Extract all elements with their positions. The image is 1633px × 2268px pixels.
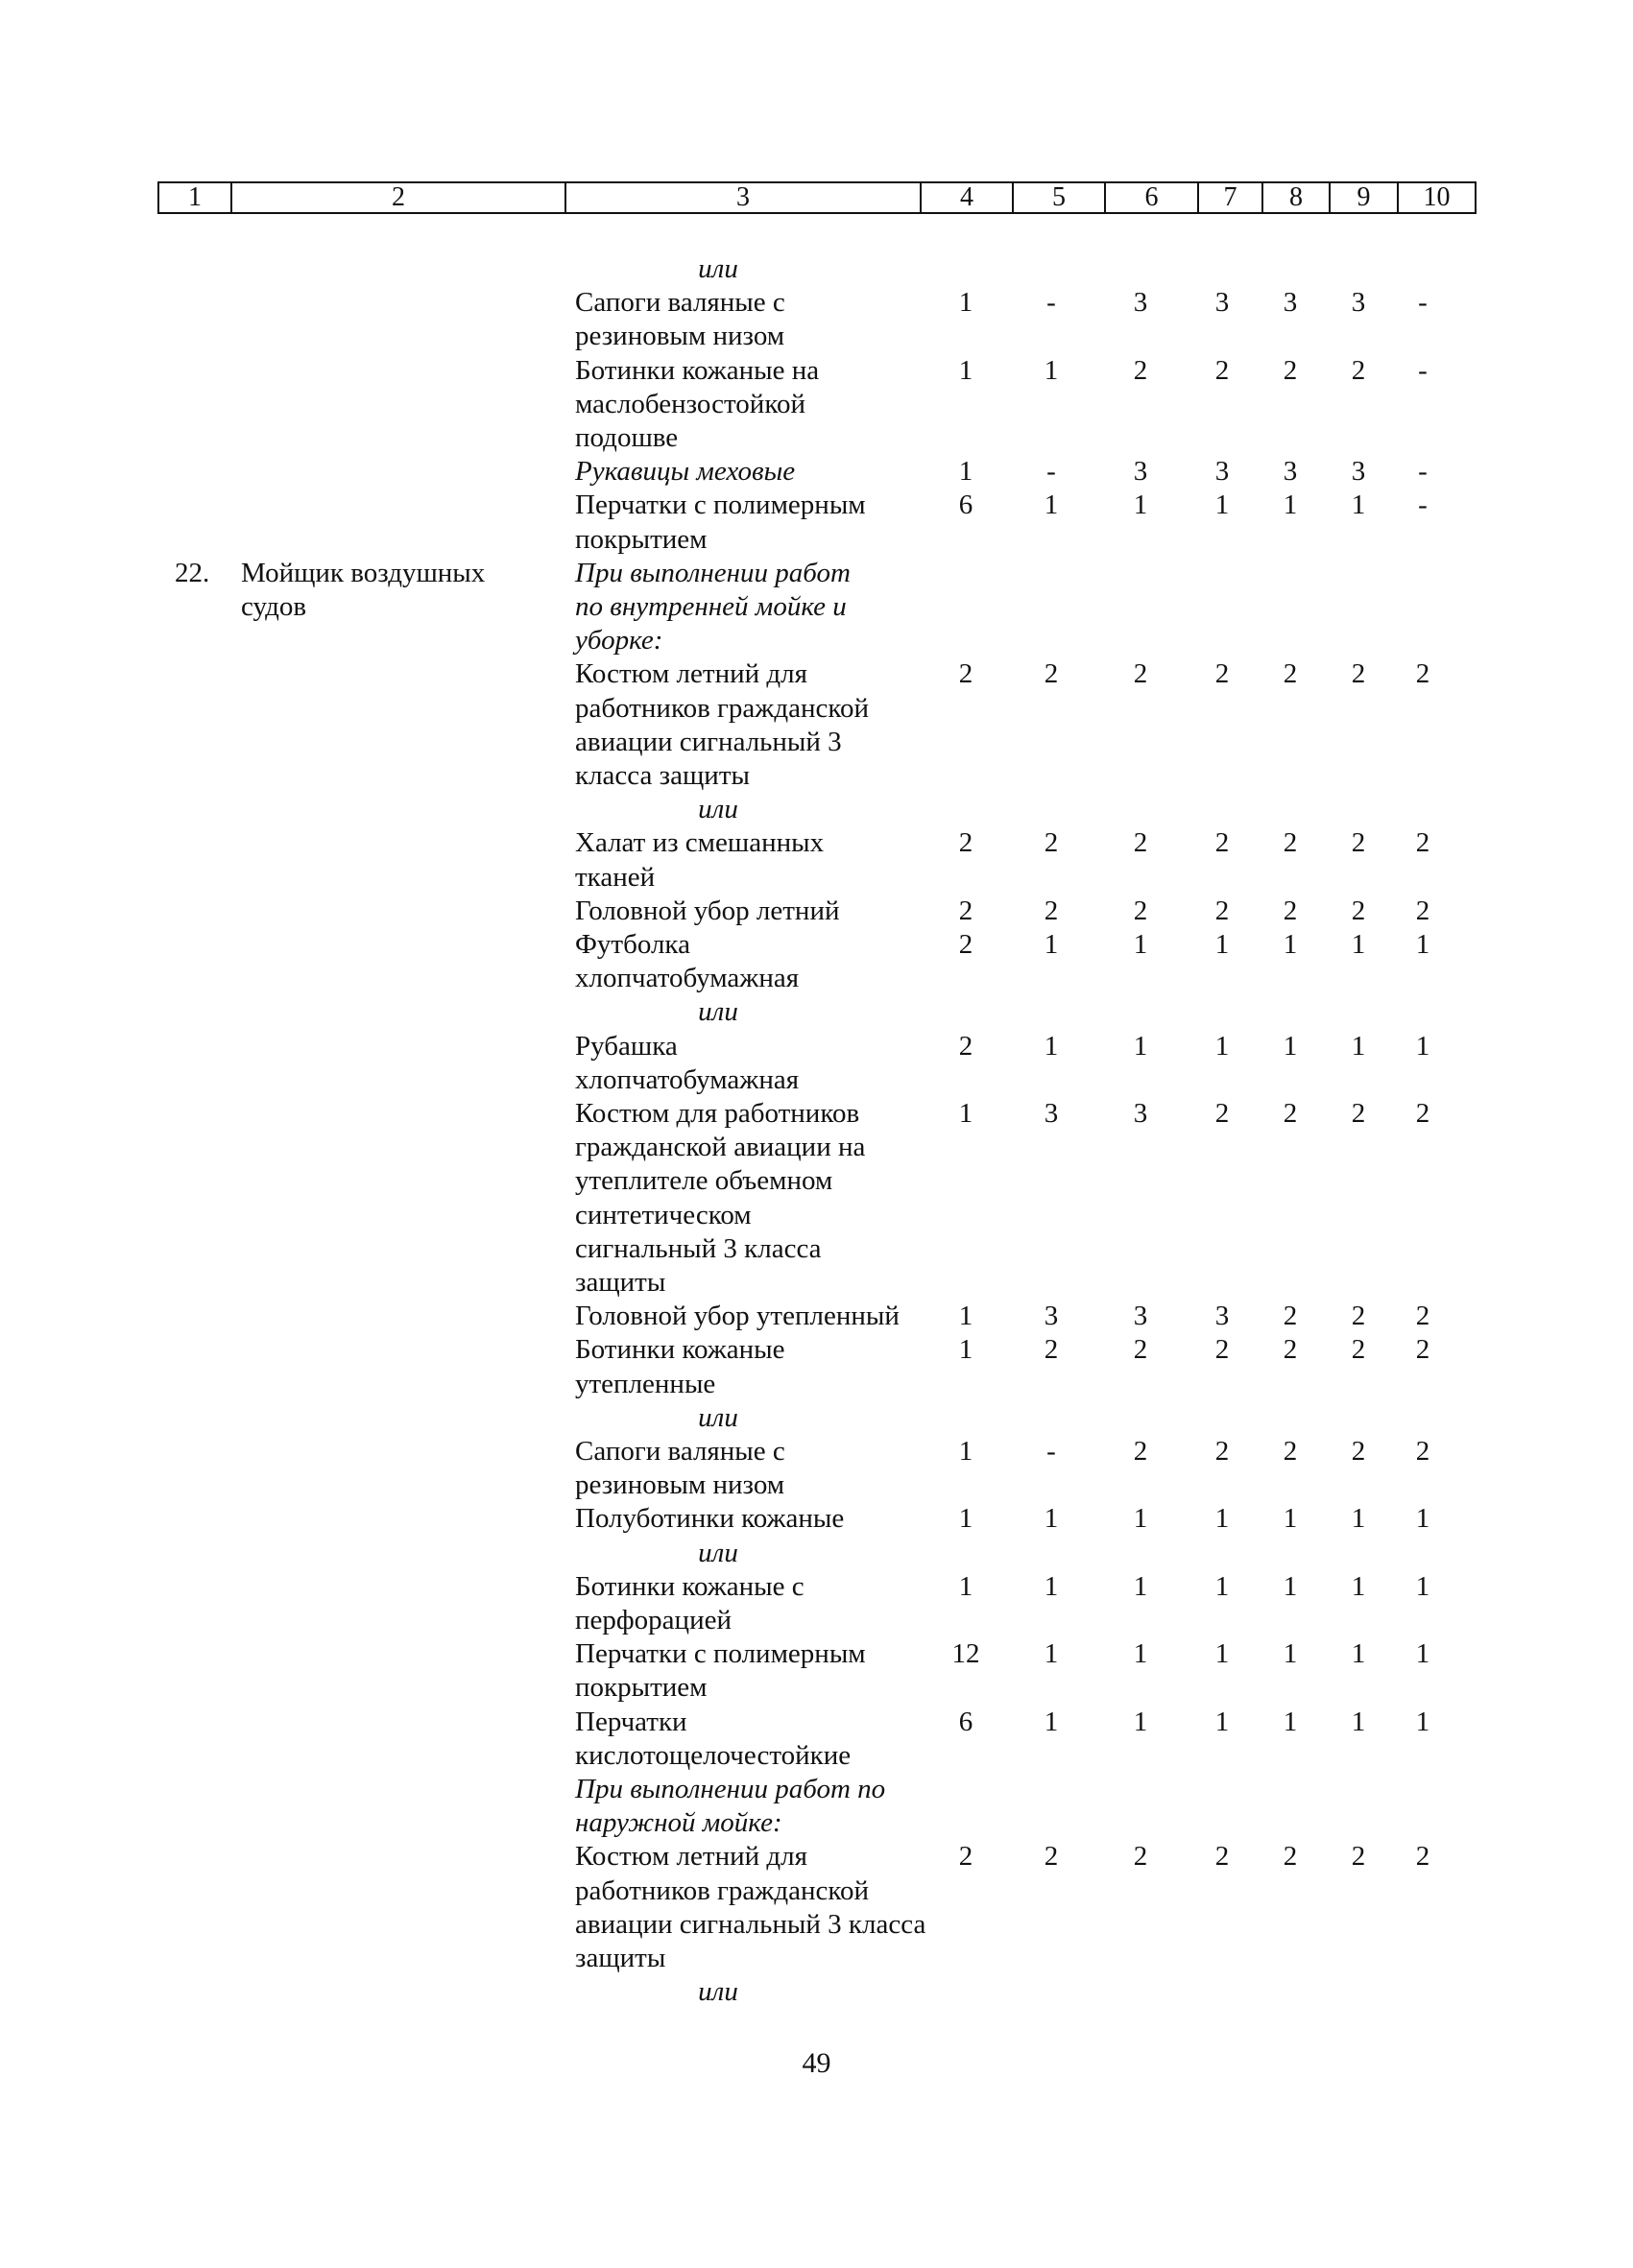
header-col-9: 9 [1331, 183, 1399, 212]
value-col-9: 1 [1351, 1570, 1366, 1602]
value-col-7: 2 [1214, 658, 1230, 690]
header-col-6: 6 [1106, 183, 1199, 212]
value-col-10: - [1418, 456, 1428, 488]
value-col-5: 2 [1044, 658, 1059, 690]
item-name-line: тканей [575, 861, 656, 893]
value-col-4: 2 [958, 1841, 973, 1873]
item-name-line: кислотощелочестойкие [575, 1739, 852, 1771]
value-col-4: 1 [958, 1301, 973, 1332]
value-col-6: 2 [1133, 658, 1148, 690]
value-col-9: 1 [1351, 1030, 1366, 1062]
value-col-7: 3 [1214, 1301, 1230, 1332]
value-col-4: 6 [958, 1706, 973, 1737]
value-col-6: 1 [1133, 1030, 1148, 1062]
value-col-10: 1 [1415, 1503, 1430, 1535]
header-col-7: 7 [1199, 183, 1263, 212]
value-col-8: 2 [1283, 1841, 1298, 1873]
item-name-line: резиновым низом [575, 321, 785, 352]
value-col-5: 1 [1044, 489, 1059, 521]
value-col-9: 1 [1351, 489, 1366, 521]
value-col-5: 2 [1044, 1334, 1059, 1366]
value-col-8: 2 [1283, 354, 1298, 386]
value-col-8: 3 [1283, 287, 1298, 319]
item-name-line: работников гражданской [575, 692, 869, 724]
value-col-4: 1 [958, 456, 973, 488]
value-col-5: - [1046, 1436, 1056, 1467]
value-col-8: 1 [1283, 1638, 1298, 1670]
value-col-10: 2 [1415, 1098, 1430, 1129]
item-name-line: покрытием [575, 1672, 708, 1704]
header-col-3: 3 [566, 183, 922, 212]
value-col-7: 3 [1214, 456, 1230, 488]
position-name-line: судов [241, 591, 307, 622]
header-col-2: 2 [232, 183, 566, 212]
item-name-line: Рукавицы меховые [575, 456, 796, 488]
value-col-8: 2 [1283, 827, 1298, 859]
value-col-8: 3 [1283, 456, 1298, 488]
item-name-line: Головной убор утепленный [575, 1301, 900, 1332]
value-col-8: 1 [1283, 1706, 1298, 1737]
value-col-7: 1 [1214, 1638, 1230, 1670]
item-name-line: покрытием [575, 523, 708, 555]
section-heading-line: наружной мойке: [575, 1807, 782, 1839]
item-name-line: Костюм летний для [575, 658, 807, 690]
item-name-line: сигнальный 3 класса [575, 1232, 822, 1264]
value-col-10: 2 [1415, 1436, 1430, 1467]
value-col-5: 1 [1044, 1030, 1059, 1062]
value-col-7: 2 [1214, 1334, 1230, 1366]
value-col-4: 2 [958, 658, 973, 690]
value-col-10: 2 [1415, 658, 1430, 690]
value-col-9: 1 [1351, 929, 1366, 960]
value-col-5: 1 [1044, 1706, 1059, 1737]
value-col-6: 2 [1133, 1334, 1148, 1366]
section-heading-line: При выполнении работ по [575, 1774, 886, 1804]
value-col-5: 3 [1044, 1301, 1059, 1332]
item-name-line: класса защиты [575, 760, 750, 791]
value-col-6: 2 [1133, 895, 1148, 926]
value-col-9: 2 [1351, 1334, 1366, 1366]
value-col-7: 2 [1214, 1436, 1230, 1467]
value-col-4: 12 [951, 1638, 980, 1670]
value-col-5: - [1046, 287, 1056, 319]
value-col-7: 1 [1214, 1503, 1230, 1535]
value-col-8: 1 [1283, 1570, 1298, 1602]
value-col-10: 1 [1415, 1570, 1430, 1602]
section-heading-line: уборке: [575, 625, 663, 657]
value-col-4: 2 [958, 827, 973, 859]
value-col-9: 1 [1351, 1503, 1366, 1535]
header-col-4: 4 [922, 183, 1014, 212]
value-col-9: 1 [1351, 1706, 1366, 1737]
value-col-9: 3 [1351, 287, 1366, 319]
value-col-9: 2 [1351, 895, 1366, 926]
page-number: 49 [802, 2047, 831, 2079]
value-col-9: 1 [1351, 1638, 1366, 1670]
item-name-line: утепленные [575, 1368, 716, 1399]
item-name-line: Сапоги валяные с [575, 1436, 785, 1467]
value-col-10: 1 [1415, 1030, 1430, 1062]
value-col-5: 2 [1044, 895, 1059, 926]
item-name-line: авиации сигнальный 3 класса [575, 1908, 926, 1940]
value-col-4: 2 [958, 929, 973, 960]
value-col-9: 3 [1351, 456, 1366, 488]
value-col-10: 1 [1415, 1706, 1430, 1737]
value-col-10: 1 [1415, 929, 1430, 960]
item-name-line: Сапоги валяные с [575, 287, 785, 319]
value-col-5: 1 [1044, 1570, 1059, 1602]
value-col-5: 1 [1044, 929, 1059, 960]
value-col-7: 3 [1214, 287, 1230, 319]
value-col-5: 2 [1044, 1841, 1059, 1873]
item-name-line: хлопчатобумажная [575, 1063, 800, 1095]
item-name-line: Перчатки [575, 1706, 687, 1737]
item-name-line: подошве [575, 422, 679, 453]
header-col-8: 8 [1263, 183, 1331, 212]
value-col-5: 2 [1044, 827, 1059, 859]
value-col-4: 1 [958, 1503, 973, 1535]
value-col-4: 1 [958, 1334, 973, 1366]
value-col-6: 3 [1133, 287, 1148, 319]
section-heading-line: по внутренней мойке и [575, 591, 847, 622]
value-col-10: 2 [1415, 1841, 1430, 1873]
value-col-4: 1 [958, 1436, 973, 1467]
item-name-line: Перчатки с полимерным [575, 1638, 866, 1670]
item-name-line: защиты [575, 1267, 666, 1298]
value-col-8: 2 [1283, 1436, 1298, 1467]
item-name-line: синтетическом [575, 1199, 752, 1230]
value-col-4: 1 [958, 354, 973, 386]
value-col-8: 1 [1283, 489, 1298, 521]
position-name-line: Мойщик воздушных [241, 557, 486, 588]
header-col-5: 5 [1014, 183, 1106, 212]
or-separator: или [698, 1537, 738, 1568]
value-col-9: 2 [1351, 658, 1366, 690]
value-col-10: - [1418, 287, 1428, 319]
item-name-line: Костюм летний для [575, 1841, 807, 1873]
value-col-7: 1 [1214, 489, 1230, 521]
value-col-7: 2 [1214, 354, 1230, 386]
value-col-8: 2 [1283, 658, 1298, 690]
value-col-8: 1 [1283, 1503, 1298, 1535]
header-col-1: 1 [159, 183, 232, 212]
value-col-8: 2 [1283, 895, 1298, 926]
value-col-8: 1 [1283, 1030, 1298, 1062]
value-col-6: 3 [1133, 1098, 1148, 1129]
value-col-10: 2 [1415, 1301, 1430, 1332]
value-col-5: 1 [1044, 1503, 1059, 1535]
item-name-line: Футболка [575, 929, 690, 960]
item-name-line: хлопчатобумажная [575, 963, 800, 994]
value-col-6: 2 [1133, 1841, 1148, 1873]
value-col-7: 1 [1214, 1706, 1230, 1737]
value-col-6: 3 [1133, 1301, 1148, 1332]
item-name-line: Рубашка [575, 1030, 678, 1062]
value-col-4: 1 [958, 287, 973, 319]
value-col-8: 1 [1283, 929, 1298, 960]
item-name-line: Халат из смешанных [575, 827, 825, 859]
value-col-5: - [1046, 456, 1056, 488]
value-col-6: 2 [1133, 827, 1148, 859]
value-col-10: - [1418, 489, 1428, 521]
item-name-line: Полуботинки кожаные [575, 1503, 845, 1535]
item-name-line: утеплителе объемном [575, 1165, 833, 1197]
value-col-6: 1 [1133, 1638, 1148, 1670]
value-col-4: 2 [958, 1030, 973, 1062]
value-col-8: 2 [1283, 1098, 1298, 1129]
item-name-line: Костюм для работников [575, 1098, 860, 1129]
item-name-line: Головной убор летний [575, 895, 840, 926]
item-name-line: Ботинки кожаные на [575, 354, 820, 386]
value-col-6: 1 [1133, 489, 1148, 521]
value-col-6: 3 [1133, 456, 1148, 488]
or-separator: или [698, 253, 738, 284]
item-name-line: работников гражданской [575, 1874, 869, 1906]
item-name-line: Ботинки кожаные [575, 1334, 785, 1366]
entry-number: 22. [175, 557, 210, 588]
value-col-4: 1 [958, 1570, 973, 1602]
value-col-9: 2 [1351, 1301, 1366, 1332]
item-name-line: маслобензостойкой [575, 388, 805, 419]
value-col-4: 6 [958, 489, 973, 521]
or-separator: или [698, 1401, 738, 1433]
value-col-10: - [1418, 354, 1428, 386]
item-name-line: гражданской авиации на [575, 1132, 866, 1163]
value-col-9: 2 [1351, 827, 1366, 859]
value-col-9: 2 [1351, 1841, 1366, 1873]
value-col-7: 2 [1214, 1098, 1230, 1129]
value-col-6: 2 [1133, 1436, 1148, 1467]
value-col-7: 2 [1214, 827, 1230, 859]
item-name-line: Перчатки с полимерным [575, 489, 866, 521]
value-col-9: 2 [1351, 1098, 1366, 1129]
item-name-line: перфорацией [575, 1605, 732, 1635]
value-col-5: 3 [1044, 1098, 1059, 1129]
section-heading-line: При выполнении работ [575, 557, 851, 588]
item-name-line: Ботинки кожаные с [575, 1570, 804, 1602]
value-col-10: 2 [1415, 827, 1430, 859]
value-col-7: 1 [1214, 1030, 1230, 1062]
or-separator: или [698, 794, 738, 825]
value-col-4: 2 [958, 895, 973, 926]
or-separator: или [698, 1976, 738, 2008]
value-col-5: 1 [1044, 1638, 1059, 1670]
value-col-7: 1 [1214, 929, 1230, 960]
value-col-8: 2 [1283, 1334, 1298, 1366]
value-col-9: 2 [1351, 354, 1366, 386]
value-col-6: 1 [1133, 1706, 1148, 1737]
value-col-10: 2 [1415, 1334, 1430, 1366]
item-name-line: резиновым низом [575, 1469, 785, 1501]
value-col-10: 2 [1415, 895, 1430, 926]
value-col-6: 1 [1133, 1503, 1148, 1535]
value-col-10: 1 [1415, 1638, 1430, 1670]
item-name-line: авиации сигнальный 3 [575, 726, 842, 757]
value-col-5: 1 [1044, 354, 1059, 386]
value-col-6: 1 [1133, 929, 1148, 960]
header-col-10: 10 [1423, 182, 1451, 212]
or-separator: или [698, 996, 738, 1028]
value-col-7: 2 [1214, 895, 1230, 926]
value-col-8: 2 [1283, 1301, 1298, 1332]
item-name-line: защиты [575, 1943, 666, 1973]
value-col-6: 2 [1133, 354, 1148, 386]
value-col-4: 1 [958, 1098, 973, 1129]
value-col-7: 2 [1214, 1841, 1230, 1873]
value-col-9: 2 [1351, 1436, 1366, 1467]
value-col-6: 1 [1133, 1570, 1148, 1602]
value-col-7: 1 [1214, 1570, 1230, 1602]
